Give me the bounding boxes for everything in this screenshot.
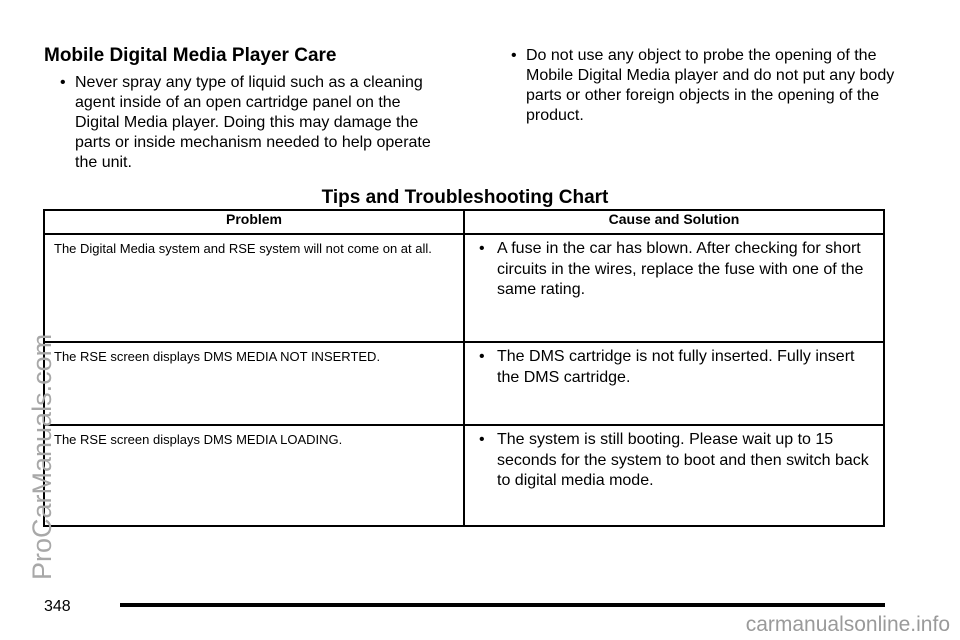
page-number: 348 [44,598,71,615]
table-row [44,342,884,425]
solution-text: The DMS cartridge is not fully inserted. Fully insert the DMS cartridge. [497,348,855,386]
table-row [44,425,884,526]
header-cause-and-solution: Cause and Solution [464,210,884,234]
bullet-icon: • [60,74,66,91]
bullet-icon: • [479,431,485,448]
care-bullet-text: Do not use any object to probe the opening of the Mobile Digital Media player and do not put any body parts or other foreign objects in the opening of the product. [526,47,895,124]
problem-text: The RSE screen displays DMS MEDIA NOT INSERTED. [54,349,381,364]
care-section-right-column [495,46,895,126]
solution-item [465,235,883,301]
care-section-left-column [44,44,444,173]
solution-item [465,426,883,492]
solution-cell [464,342,884,425]
table-row [44,234,884,342]
problem-cell [44,425,464,526]
bullet-icon: • [511,47,517,64]
care-bullet-text: Never spray any type of liquid such as a cleaning agent inside of an open cartridge panel on the Digital Media player. Doing this may damage the parts or inside mechanism needed to help operate the unit. [75,74,431,171]
header-problem: Problem [44,210,464,234]
problem-text: The Digital Media system and RSE system will not come on at all. [54,241,432,256]
problem-cell [44,234,464,342]
solution-cell [464,234,884,342]
solution-text: A fuse in the car has blown. After checking for short circuits in the wires, replace the fuse with one of the same rating. [497,240,864,298]
solution-item [465,343,883,388]
section-heading: Mobile Digital Media Player Care [44,45,337,66]
care-bullet-spray [44,73,444,173]
troubleshooting-table [43,209,885,527]
bullet-icon: • [479,240,485,257]
solution-cell [464,425,884,526]
care-bullet-probe [495,46,895,126]
solution-text: The system is still booting. Please wait up to 15 seconds for the system to boot and then switch back to digital media mode. [497,431,869,489]
side-watermark: ProCarManuals.com [27,333,57,580]
problem-cell [44,342,464,425]
footer-rule [120,603,885,607]
bullet-icon: • [479,348,485,365]
bottom-watermark: carmanualsonline.info [745,613,950,636]
problem-text: The RSE screen displays DMS MEDIA LOADING. [54,432,343,447]
chart-title: Tips and Troubleshooting Chart [321,187,609,208]
table-header-row [44,210,884,234]
